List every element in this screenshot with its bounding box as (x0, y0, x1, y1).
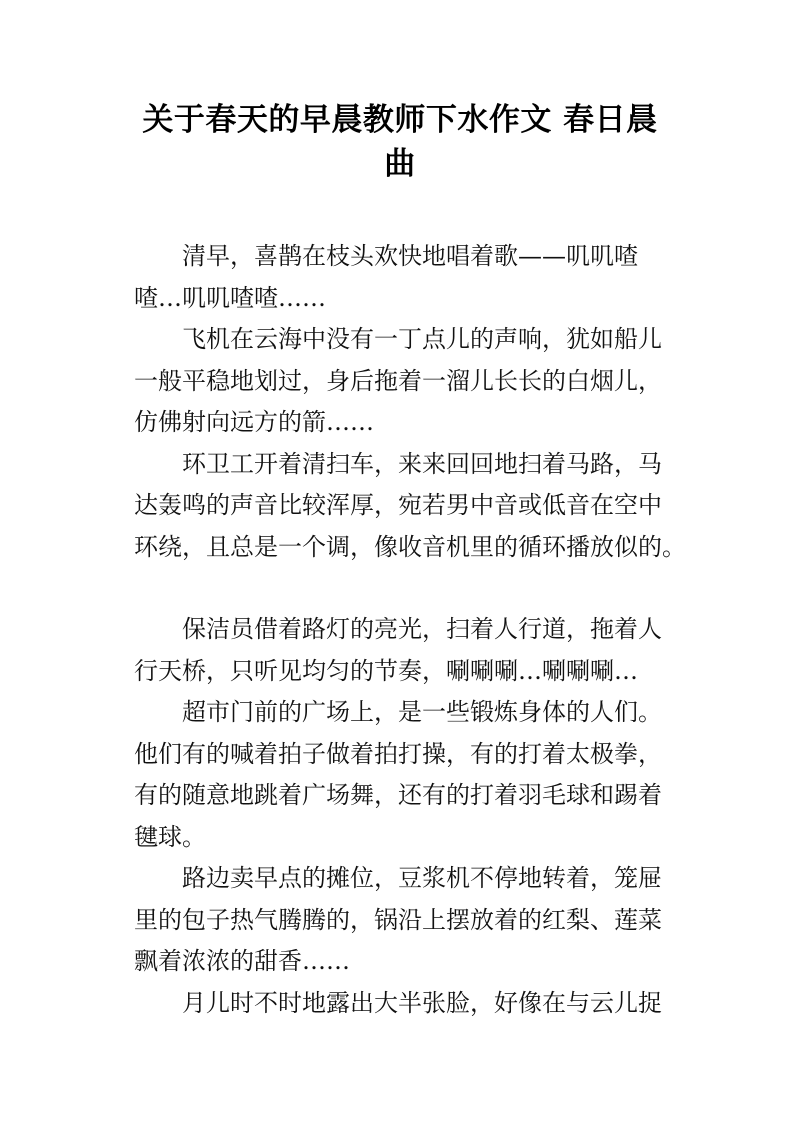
text-line: 环卫工开着清扫车，来来回回地扫着马路，马 (182, 449, 662, 478)
text-line: 他们有的喊着拍子做着拍打操，有的打着太极拳， (134, 739, 662, 768)
text-line: 环绕，且总是一个调，像收音机里的循环播放似的。 (134, 532, 686, 561)
text-line: 保洁员借着路灯的亮光，扫着人行道，拖着人 (182, 615, 662, 643)
paragraph-magpie (134, 236, 674, 319)
paragraph-sanitation-worker (134, 444, 686, 569)
text-line: 喳…叽叽喳喳…… (134, 283, 326, 312)
text-line: 飞机在云海中没有一丁点儿的声响，犹如船儿 (182, 325, 662, 353)
text-line: 有的随意地跳着广场舞，还有的打着羽毛球和踢着 (134, 781, 662, 809)
paragraph-moon (134, 983, 674, 1025)
title-line-2: 曲 (384, 146, 416, 182)
text-line: 月儿时不时地露出大半张脸，好像在与云儿捉 (182, 988, 662, 1017)
paragraph-airplane (134, 319, 674, 444)
text-line: 毽球。 (134, 822, 206, 851)
text-line: 里的包子热气腾腾的，锅沿上摆放着的红梨、莲菜 (134, 905, 662, 934)
paragraph-breakfast-stall (134, 858, 674, 983)
text-line: 路边卖早点的摊位，豆浆机不停地转着，笼屉 (182, 864, 662, 892)
text-line: 飘着浓浓的甜香…… (134, 947, 350, 975)
text-line: 清早，喜鹊在枝头欢快地唱着歌——叽叽喳 (182, 242, 638, 270)
paragraph-square (134, 692, 674, 858)
text-line: 超市门前的广场上，是一些锻炼身体的人们。 (182, 698, 662, 726)
document-title (120, 98, 680, 186)
title-line-1: 关于春天的早晨教师下水作文 春日晨 (142, 102, 658, 138)
document-body (134, 236, 686, 1024)
text-line: 一般平稳地划过，身后拖着一溜儿长长的白烟儿， (134, 366, 662, 395)
paragraph-cleaner (134, 609, 674, 692)
text-line: 行天桥，只听见均匀的节奏，唰唰唰…唰唰唰… (134, 656, 638, 685)
text-line: 仿佛射向远方的箭…… (134, 408, 374, 436)
text-line: 达轰鸣的声音比较浑厚，宛若男中音或低音在空中 (134, 491, 662, 519)
